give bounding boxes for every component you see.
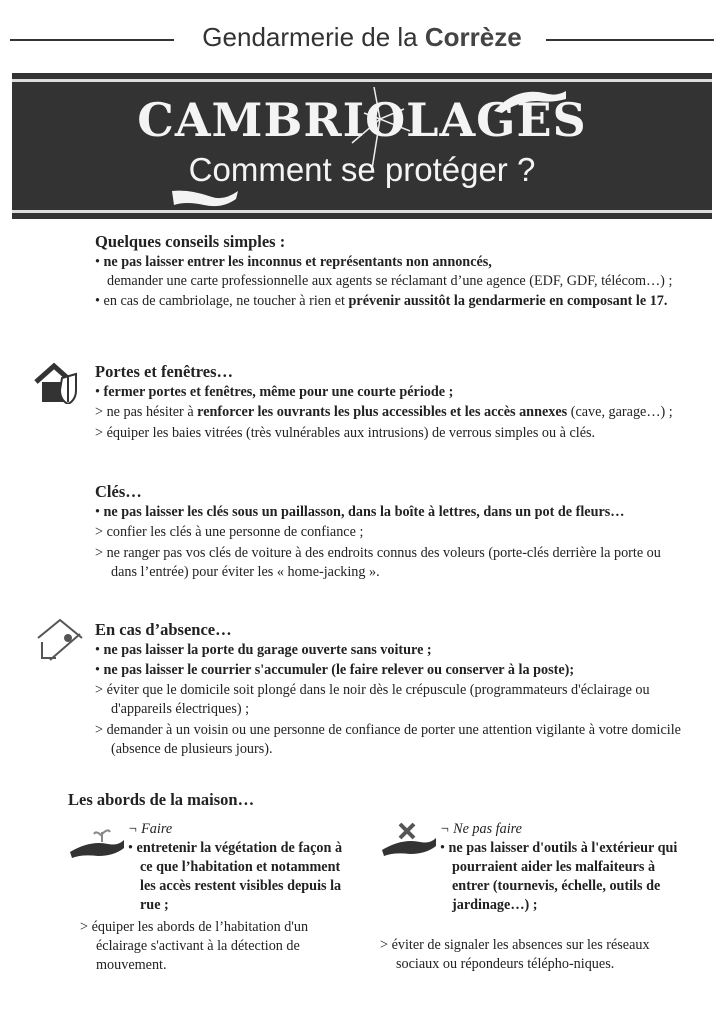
- list-item: • ne pas laisser la porte du garage ouverte sans voiture ;: [95, 642, 432, 658]
- ne-pas-faire-column: [440, 820, 680, 915]
- list-item: • ne pas laisser le courrier s'accumuler (le faire relever ou conserver à la poste);: [95, 662, 575, 678]
- list-item: • en cas de cambriolage, ne toucher à rien et prévenir aussitôt la gendarmerie en composant le 17.: [95, 293, 668, 309]
- section-title: Quelques conseils simples :: [95, 232, 286, 251]
- list-item: > confier les clés à une personne de confiance ;: [95, 524, 364, 540]
- faire-advice: [80, 918, 350, 975]
- page-header: [10, 22, 714, 56]
- house-shield-icon: [32, 360, 80, 404]
- list-item: • ne pas laisser les clés sous un paillasson, dans la boîte à lettres, dans un pot de fleurs…: [95, 504, 625, 520]
- list-item: > éviter de signaler les absences sur les réseaux sociaux ou répondeurs télépho-niques.: [380, 937, 650, 972]
- hand-plant-icon: [68, 826, 126, 860]
- header-prefix: Gendarmerie de la: [202, 22, 418, 52]
- house-absence-icon: [34, 616, 86, 662]
- header-title: [10, 22, 714, 53]
- section-conseils: [95, 232, 685, 312]
- section-absence: [95, 620, 685, 761]
- list-item: • ne pas laisser entrer les inconnus et représentants non annoncés, demander une carte professionnelle aux agents se réclamant d’une agence (EDF, GDF, télécom…) ;: [95, 254, 673, 289]
- list-item: > éviter que le domicile soit plongé dans le noir dès le crépuscule (programmateurs d'éclairage ou d'appareils électriques) ;: [95, 682, 650, 717]
- list-item: • fermer portes et fenêtres, même pour une courte période ;: [95, 384, 454, 400]
- list-item: > équiper les abords de l’habitation d'un éclairage s'activant à la détection de mouvement.: [80, 919, 309, 973]
- list-item: > ne ranger pas vos clés de voiture à des endroits connus des voleurs (porte-clés derrière la porte ou dans l’entrée) pour éviter les « home-jacking ».: [95, 545, 661, 580]
- header-dept: Corrèze: [424, 22, 522, 52]
- banner-subtitle: Comment se protéger ?: [188, 151, 536, 188]
- section-portes: [95, 362, 685, 445]
- hand-tools-icon: [380, 822, 438, 858]
- list-item: > équiper les baies vitrées (très vulnérables aux intrusions) de verrous simples ou à clés.: [95, 425, 596, 441]
- faire-label: ¬ Faire: [128, 821, 173, 837]
- section-title: En cas d’absence…: [95, 620, 232, 639]
- banner: [12, 73, 712, 219]
- ne-pas-faire-label: ¬ Ne pas faire: [440, 821, 522, 837]
- faire-column: [128, 820, 348, 915]
- section-title: Clés…: [95, 482, 142, 501]
- section-cles: [95, 482, 685, 584]
- ne-pas-faire-advice: [380, 936, 680, 974]
- list-item: > demander à un voisin ou une personne de confiance de porter une attention vigilante à votre domicile (absence de plusieurs jours).: [95, 722, 681, 757]
- section-title: Les abords de la maison…: [68, 790, 255, 809]
- list-item: • ne pas laisser d'outils à l'extérieur qui pourraient aider les malfaiteurs à entrer (tournevis, échelle, outils de jardinage…) ;: [440, 840, 678, 913]
- list-item: • entretenir la végétation de façon à ce que l’habitation et notamment les accès restent visibles depuis la rue ;: [128, 840, 343, 913]
- banner-title: CAMBRIOLAGES: [137, 93, 587, 147]
- list-item: > ne pas hésiter à renforcer les ouvrants les plus accessibles et les accès annexes (cave, garage…) ;: [95, 404, 673, 420]
- section-title: Portes et fenêtres…: [95, 362, 234, 381]
